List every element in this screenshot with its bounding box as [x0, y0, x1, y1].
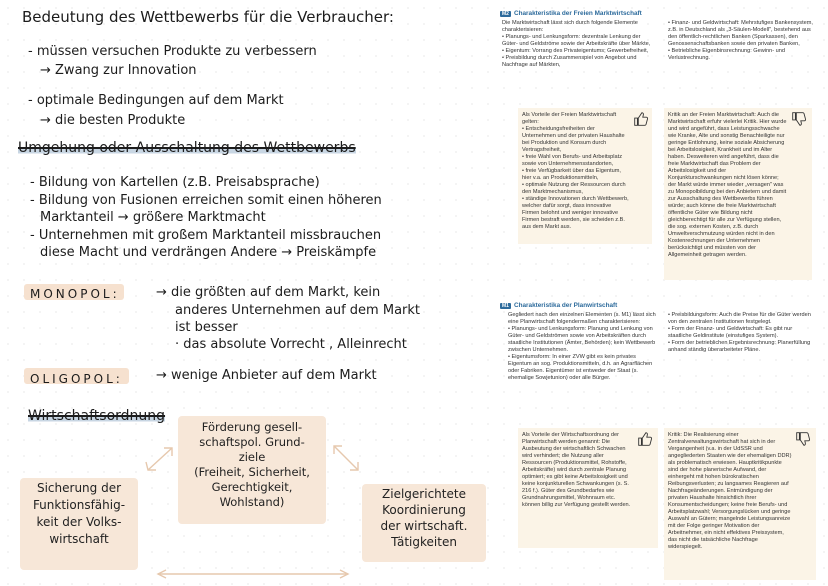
note-line: - Bildung von Kartellen (z.B. Preisabsprache) — [30, 175, 320, 190]
box-grundziele: Förderung gesell- schaftspol. Grund- ziele (Freiheit, Sicherheit, Gerechtigkeit, Wohlstand) — [194, 420, 310, 509]
note-line: anderes Unternehmen auf dem Markt — [175, 303, 421, 318]
free-market-criticism: Kritik an der Freien Marktwirtschaft: Auch die Marktwirtschaft erfuhr vielerlei Kritik. Hier wurde und wird angeführt, dass Leistungsschwache wie Kranke, Alte und sonstig Benachteiligte nur geringe Entlohnung, keine soziale Absicherung bei Arbeitslosigkeit, Krankheit und im Alter haben. Desweiteren wird angeführt, dass die freie Marktwirtschaft das Problem der Arbeitslosigkeit und der Konjunkturschwankungen nicht lösen könne; der Markt würde immer wieder „versagen" was zu Monopolbildung bei den Anbietern und damit zur Ausschaltung des Wettbewerbs führen würde; auch könne die freie Marktwirtschaft öffentliche Güter wie Bildung nicht gleichberechtigt für alle zur Verfügung stellen, die sog. externen Kosten, z.B. durch Umweltverschmutzung würden nicht in den Kostenrechnungen der Unternehmen berücksichtigt und müssten von der Allgemeinheit getragen werden. — [668, 112, 787, 258]
plan-economy-title: M1 Charakteristika der Planwirtschaft — [502, 302, 618, 309]
plan-economy-criticism: Kritik: Die Realisierung einer Zentralverwaltungswirtschaft hat sich in der Vergangenheit (v.a. in der UdSSR und angegliederten Staaten wie der ehemaligen DDR) als problematisch erwiesen. Hauptkritikpunkte sind der hohe planerische Aufwand, der einhergeht mit hohen bürokratischen Reibungsverlusten; zu langsames Reagieren auf Nachfrageänderungen. Entmündigung der privaten Haushalte hinsichtlich ihrer Konsumentscheidungen; keine freie Berufs- und Arbeitsplatzwahl; Versorgungslücken und geringe Auswahl an Gütern; mangelnde Leistungsanreize mit der Folge geringer Motivation der Arbeitnehmer, ein nicht effektives Preissystem, das nicht die tatsächliche Nachfrage widerspiegelt. — [668, 432, 792, 550]
thumbs-up-icon — [632, 110, 650, 128]
plan-economy-advantages: Als Vorteile der Wirtschaftsordnung der Planwirtschaft werden genannt: Die Ausbeutung der wirtschaftlich Schwachen wird verhindert; die Nutzung aller Ressourcen (Produktionsmittel, Rohstoffe, Arbeitskräfte) wird durch zentrale Planung optimiert; es gibt keine Arbeitslosigkeit und keine konjunkturellen Schwankungen (s. S. 216 f.). Güter des Grundbedarfes wie Grundnahrungsmittel, Wohnraum etc. können billig zur Verfügung gestellt werden. — [522, 432, 631, 508]
note-line: - Bildung von Fusionen erreichen somit einen höheren — [30, 193, 382, 208]
monopol-label: MONOPOL: — [30, 287, 120, 301]
note-line: diese Macht und verdrängen Andere → Preiskämpfe — [40, 245, 377, 260]
oligopol-label: OLIGOPOL: — [30, 372, 123, 386]
thumbs-up-icon — [636, 430, 654, 448]
box-koordinierung: Zielgerichtete Koordinierung der wirtschaft. Tätigkeiten — [380, 487, 468, 549]
note-line: Marktanteil → größere Marktmacht — [40, 210, 266, 225]
note-line: ist besser — [175, 320, 238, 335]
box-funktionsfaehigkeit: Sicherung der Funktionsfähig- keit der Volks- wirtschaft — [32, 481, 126, 546]
note-line: - müssen versuchen Produkte zu verbessern — [28, 44, 317, 59]
free-market-title: M2 Charakteristika der Freien Marktwirtschaft — [502, 10, 642, 17]
thumbs-down-icon — [794, 430, 812, 448]
note-line: → wenige Anbieter auf dem Markt — [156, 368, 377, 383]
free-market-advantages: Als Vorteile der Freien Marktwirtschaft gelten: • Entscheidungsfreiheiten der Unternehmen und der privaten Haushalte bei Produktion und Konsum durch Vertragsfreiheit, • freie Wahl von Berufs- und Arbeitsplatz sowie von Unternehmensstandorten, • freie Verfügbarkeit über das Eigentum, hier v.a. an Produktionsmitteln, • optimale Nutzung der Ressourcen durch den Marktmechanismus, • ständige Innovationen durch Wettbewerb, welcher dafür sorgt, dass innovative Firmen belohnt und weniger innovative Firmen bestraft werden, sie scheiden z.B. aus dem Markt aus. — [522, 112, 629, 230]
heading-wettbewerb-verbraucher: Bedeutung des Wettbewerbs für die Verbraucher: — [22, 8, 394, 26]
heading-wirtschaftsordnung: Wirtschaftsordnung — [28, 408, 166, 424]
note-line: → Zwang zur Innovation — [40, 63, 197, 78]
note-line: → die größten auf dem Markt, kein — [156, 285, 381, 300]
note-line: → die besten Produkte — [40, 113, 186, 128]
thumbs-down-icon — [790, 110, 808, 128]
free-market-elements-cont: • Finanz- und Geldwirtschaft: Mehrstufiges Bankensystem, z.B. in Deutschland als „3-Säulen-Modell", bestehend aus den öffentlich-rechtlichen Banken (Sparkassen), den Genossenschaftsbanken sowie den privaten Banken, • Betriebliche Eigenbinsrechnung: Gewinn- und Verlustrechnung. — [668, 20, 813, 61]
note-line: - optimale Bedingungen auf dem Markt — [28, 93, 284, 108]
plan-economy-elements-cont: • Preisbildungsform: Auch die Preise für die Güter werden von den zentralen Institutionen festgelegt. • Form der Finanz- und Geldwirtschaft: Es gibt nur staatliche Geldinstitute (einstufiges System). • Form der betrieblichen Ergebnisrechnung: Planerfüllung anhand ständig überarbeiteter Pläne. — [668, 312, 811, 353]
note-line: - Unternehmen mit großem Marktanteil missbrauchen — [30, 228, 382, 243]
note-line: · das absolute Vorrecht , Alleinrecht — [175, 337, 407, 352]
plan-economy-elements: Gegliedert nach den einzelnen Elementen (s. M1) lässt sich eine Planwirtschaft folgendermaßen charakterisieren: • Planungs- und Lenkungsform: Planung und Lenkung von Güter- und Geldströmen sowie von Arbeitskräften durch staatliche Institutionen (Ämter, Behörden); kein Wettbewerb zwischen Unternehmen. • Eigentumsform: In einer ZVW gibt es kein privates Eigentum an sog. Produktionsmitteln, d.h. an Agrarflächen oder Fabriken. Eigentümer ist entweder der Staat (s. ehemalige Sowjetunion) oder alle Bürger. — [508, 312, 656, 381]
heading-umgehung-wettbewerb: Umgehung oder Ausschaltung des Wettbewerbs — [18, 140, 356, 156]
free-market-elements: Die Marktwirtschaft lässt sich durch folgende Elemente charakterisieren: • Planungs- und Lenkungsform: dezentrale Lenkung der Güter- und Geldströme sowie der Arbeitskräfte über Märkte, • Eigentum: Vorrang des Privateigentums; Gewerbefreiheit, • Preisbildung durch Zusammenspiel von Angebot und Nachfrage auf Märkten, — [502, 20, 651, 68]
